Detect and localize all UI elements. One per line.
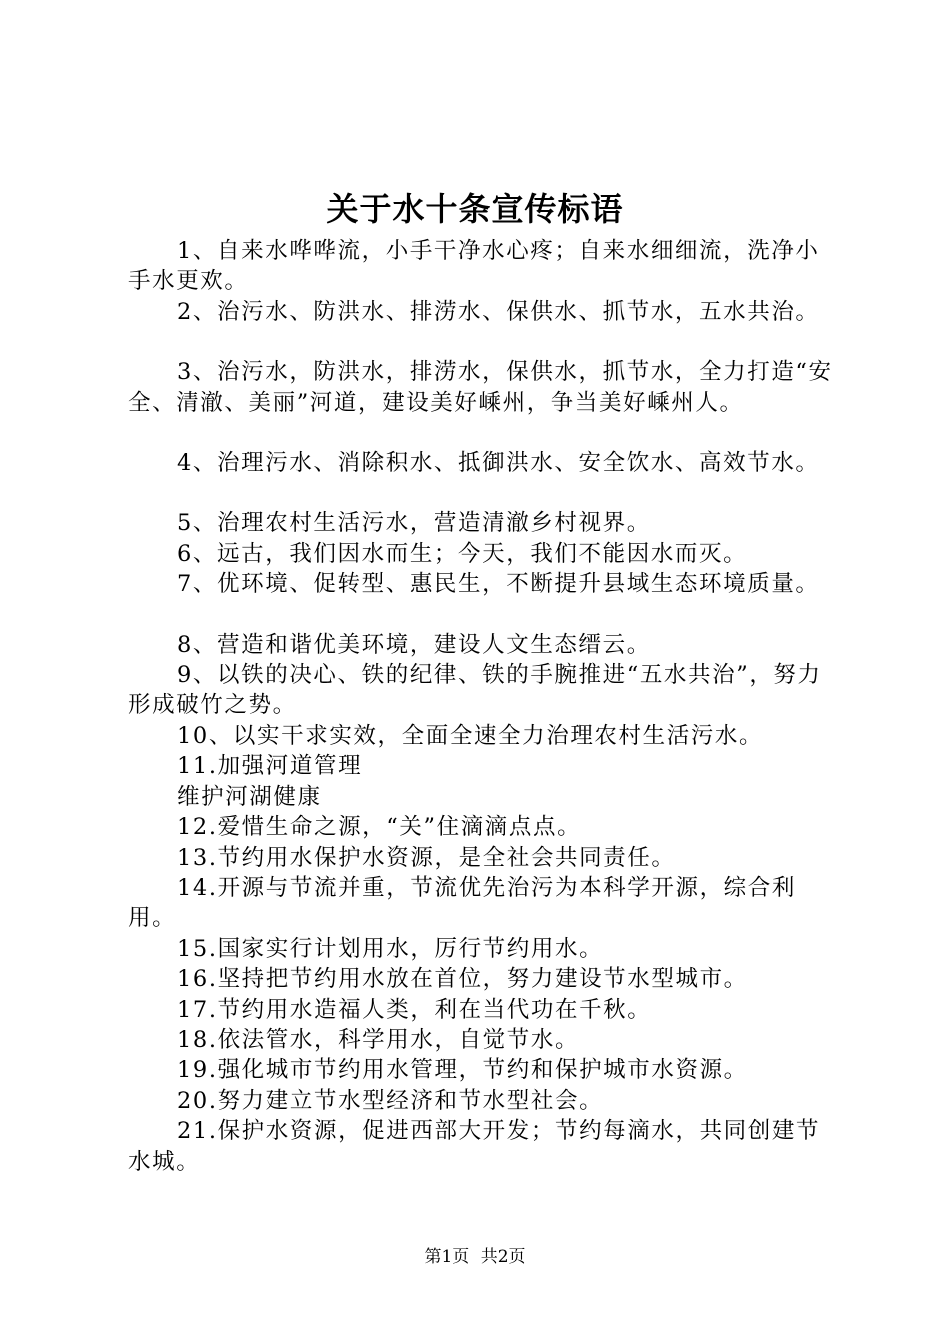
paragraph-15: 15.国家实行计划用水，厉行节约用水。 bbox=[177, 935, 604, 962]
paragraph-9: 9、以铁的决心、铁的纪律、铁的手腕推进“五水共治”，努力形成破竹之势。 bbox=[128, 662, 822, 719]
paragraph-17: 17.节约用水造福人类，利在当代功在千秋。 bbox=[177, 996, 652, 1023]
paragraph-16: 16.坚持把节约用水放在首位，努力建设节水型城市。 bbox=[177, 966, 748, 993]
paragraph-11-continued: 维护河湖健康 bbox=[177, 783, 322, 810]
paragraph-5: 5、治理农村生活污水，营造清澈乡村视界。 bbox=[177, 510, 651, 537]
paragraph-20: 20.努力建立节水型经济和节水型社会。 bbox=[177, 1087, 604, 1114]
paragraph-19: 19.强化城市节约用水管理，节约和保护城市水资源。 bbox=[177, 1057, 748, 1084]
paragraph-8: 8、营造和谐优美环境，建设人文生态缙云。 bbox=[177, 631, 651, 658]
paragraph-13: 13.节约用水保护水资源，是全社会共同责任。 bbox=[177, 844, 676, 871]
paragraph-21: 21.保护水资源，促进西部大开发；节约每滴水，共同创建节水城。 bbox=[128, 1118, 821, 1175]
paragraph-6: 6、远古，我们因水而生；今天，我们不能因水而灭。 bbox=[177, 540, 748, 567]
paragraph-14: 14.开源与节流并重，节流优先治污为本科学开源，综合利用。 bbox=[128, 874, 796, 932]
paragraph-4: 4、治理污水、消除积水、抵御洪水、安全饮水、高效节水。 bbox=[177, 450, 820, 477]
paragraph-2: 2、治污水、防洪水、排涝水、保供水、抓节水，五水共治。 bbox=[177, 298, 820, 325]
document-body bbox=[128, 236, 840, 1177]
paragraph-10: 10、以实干求实效，全面全速全力治理农村生活污水。 bbox=[177, 722, 764, 749]
paragraph-12: 12.爱惜生命之源，“关”住滴滴点点。 bbox=[177, 814, 582, 841]
paragraph-11: 11.加强河道管理 bbox=[177, 753, 363, 780]
paragraph-18: 18.依法管水，科学用水，自觉节水。 bbox=[177, 1026, 580, 1053]
page-footer bbox=[0, 1245, 950, 1269]
page-number-current: 第1页 bbox=[424, 1247, 470, 1267]
paragraph-3: 3、治污水，防洪水，排涝水，保供水，抓节水，全力打造“安全、清澈、美丽”河道，建设美好嵊州，争当美好嵊州人。 bbox=[128, 359, 833, 416]
document-title: 关于水十条宣传标语 bbox=[326, 190, 624, 228]
paragraph-7: 7、优环境、促转型、惠民生，不断提升县域生态环境质量。 bbox=[177, 571, 820, 598]
page-number-total: 共2页 bbox=[480, 1247, 526, 1267]
paragraph-1: 1、自来水哗哗流，小手干净水心疼；自来水细细流，洗净小手水更欢。 bbox=[128, 238, 820, 295]
